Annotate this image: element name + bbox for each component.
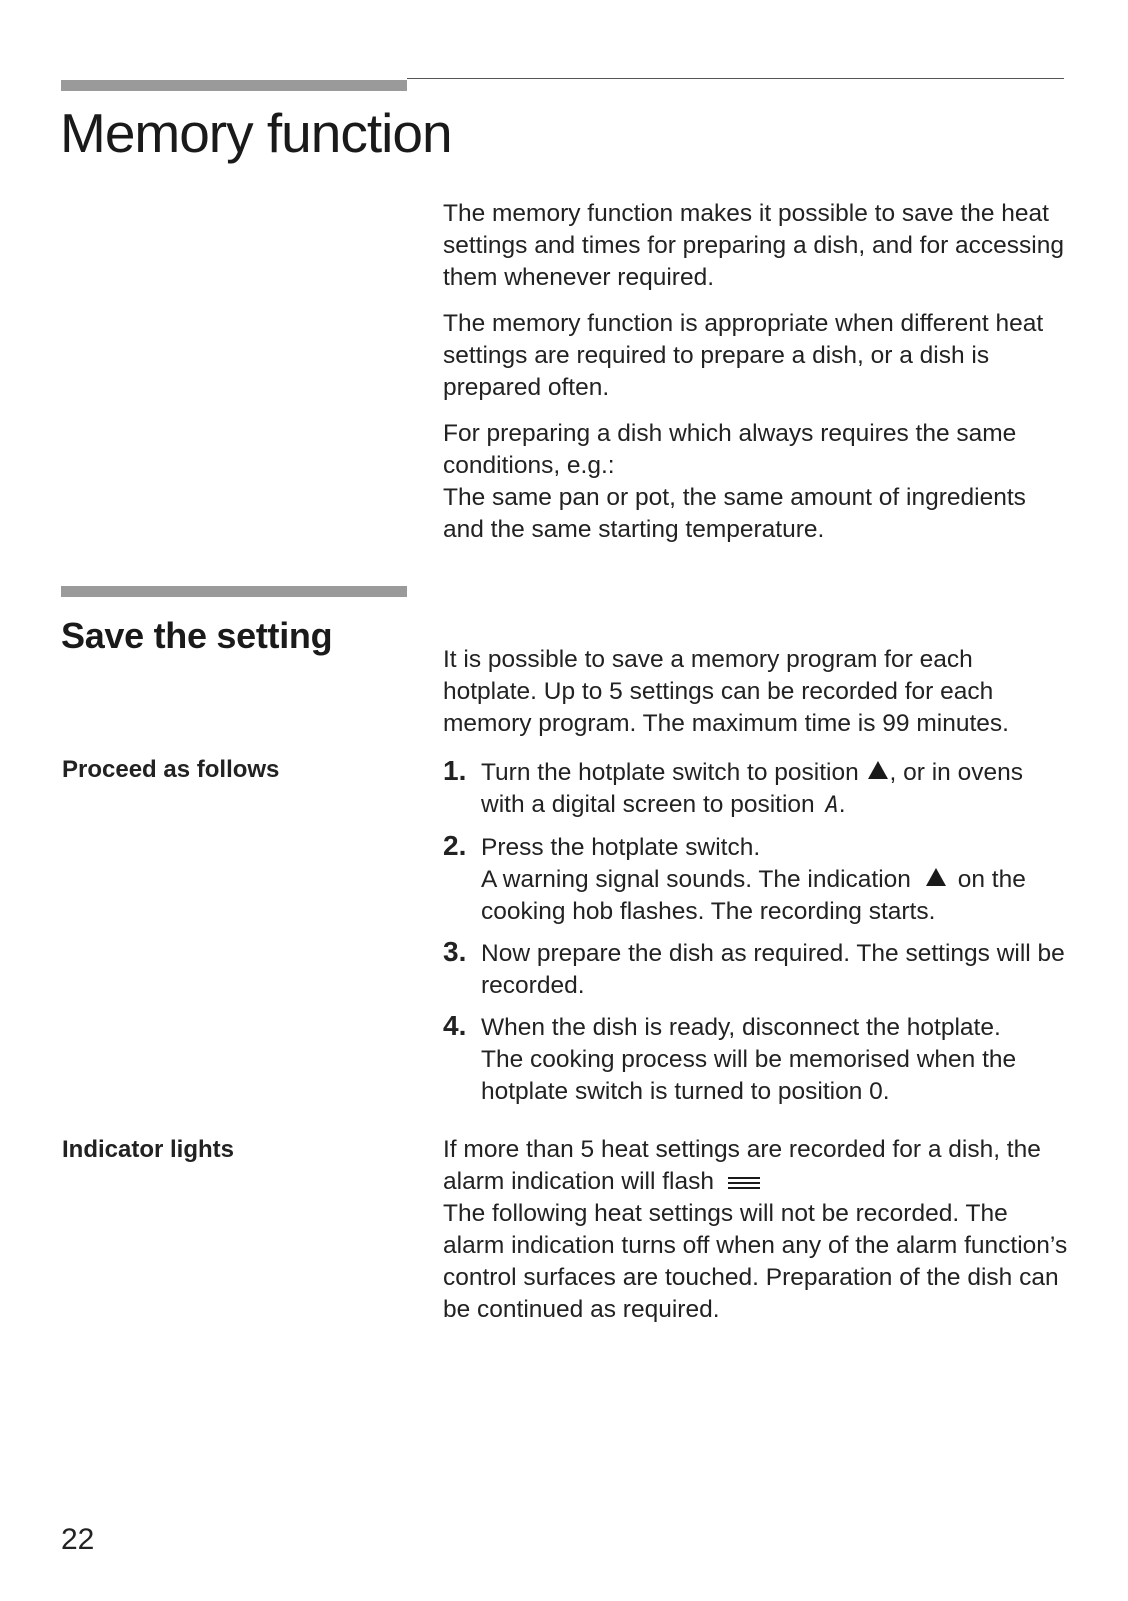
alarm-lines-icon <box>727 1176 761 1190</box>
step-number: 1. <box>443 755 467 786</box>
save-intro-text: It is possible to save a memory program for each hotplate. Up to 5 settings can be recorded for each memory program. The maximum time is 99 minutes. <box>443 646 1009 737</box>
step-item <box>443 757 1068 822</box>
triangle-up-icon <box>868 761 888 779</box>
step-text: A warning signal sounds. The indication <box>481 866 911 893</box>
section-rule <box>61 586 407 597</box>
step-number: 3. <box>443 936 467 967</box>
seg-display-icon: A <box>825 793 839 818</box>
step-text: Turn the hotplate switch to position <box>481 759 859 786</box>
step-text: . <box>838 791 846 818</box>
section-heading: Save the setting <box>61 615 333 656</box>
step-number: 2. <box>443 830 467 861</box>
step-text: on the cooking hob flashes. The recording starts. <box>481 866 1026 925</box>
indicator-text-1 <box>443 1134 1068 1198</box>
step-text: Now prepare the dish as required. The settings will be recorded. <box>481 940 1065 999</box>
intro-paragraph-3: For preparing a dish which always requires the same conditions, e.g.: <box>443 420 1017 479</box>
page-number: 22 <box>61 1523 95 1556</box>
step-number: 4. <box>443 1010 467 1041</box>
step-text: Press the hotplate switch. <box>481 834 761 861</box>
step-item <box>443 1012 1068 1108</box>
intro-paragraph-2: The memory function is appropriate when different heat settings are required to prepare a dish, or a dish is prepared often. <box>443 310 1044 401</box>
proceed-label: Proceed as follows <box>62 756 280 783</box>
triangle-up-icon <box>926 868 946 886</box>
title-rule-thick <box>61 80 407 91</box>
steps-list <box>443 757 1068 1118</box>
page-title: Memory function <box>60 102 452 164</box>
step-text: The cooking process will be memorised when the hotplate switch is turned to position 0. <box>481 1046 1017 1105</box>
title-rule-thin <box>407 78 1064 79</box>
indicator-label: Indicator lights <box>62 1136 235 1163</box>
intro-section <box>443 198 1068 546</box>
step-item <box>443 938 1068 1002</box>
step-text: When the dish is ready, disconnect the hotplate. <box>481 1014 1001 1041</box>
indicator-text: If more than 5 heat settings are recorded for a dish, the alarm indication will flash <box>443 1136 1041 1195</box>
indicator-section <box>443 1134 1068 1326</box>
intro-paragraph-1: The memory function makes it possible to save the heat settings and times for preparing a dish, and for accessing them whenever required. <box>443 200 1065 291</box>
intro-paragraph-3-continued: The same pan or pot, the same amount of ingredients and the same starting temperature. <box>443 484 1026 543</box>
step-item <box>443 832 1068 928</box>
step-text: , or in ovens with a digital screen to position <box>481 759 1023 818</box>
indicator-text-2: The following heat settings will not be recorded. The alarm indication turns off when any of the alarm function’s control surfaces are touched. Preparation of the dish can be continued as required. <box>443 1200 1068 1323</box>
save-intro <box>443 644 1068 740</box>
